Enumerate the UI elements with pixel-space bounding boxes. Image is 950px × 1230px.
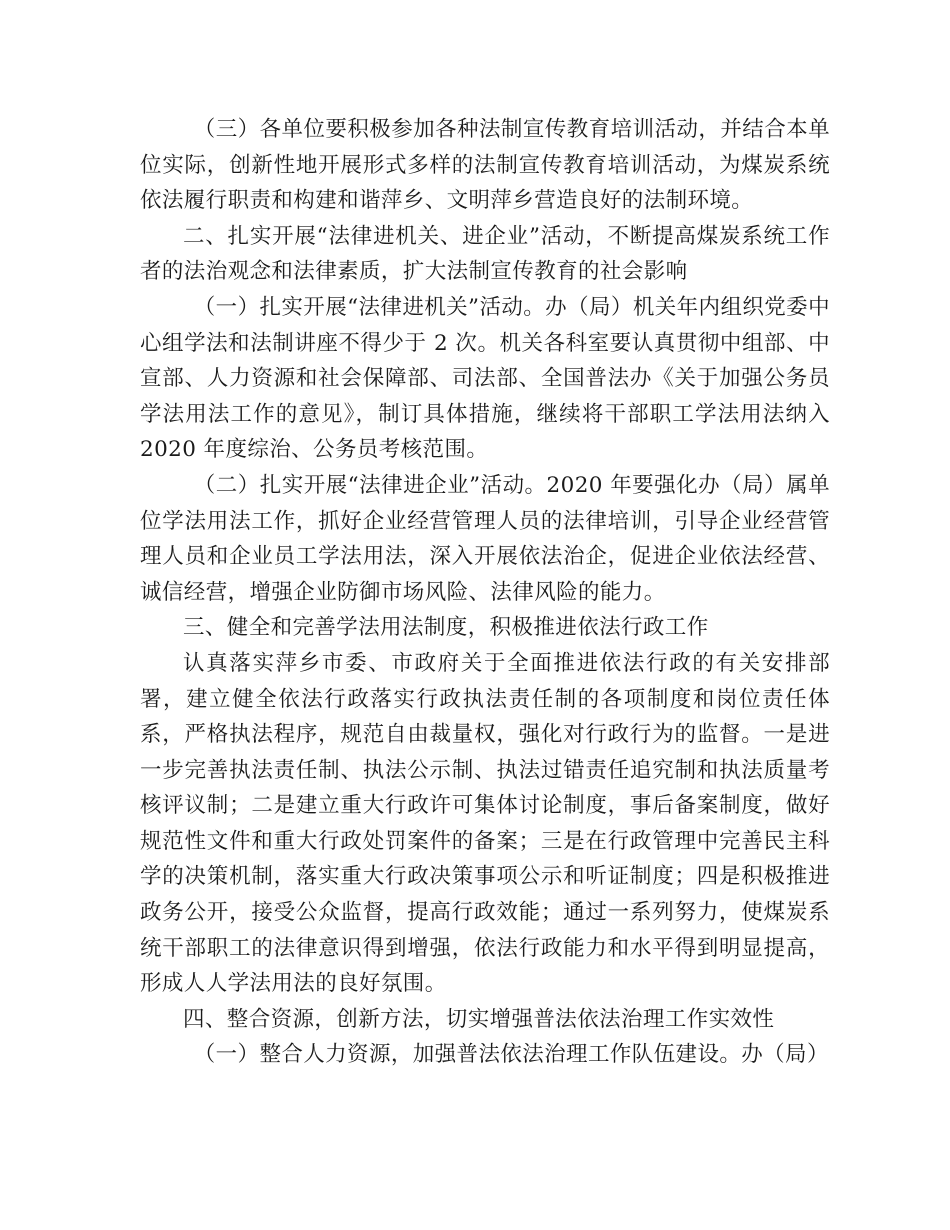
paragraph-item-3-training: （三）各单位要积极参加各种法制宣传教育培训活动，并结合本单位实际，创新性地开展形式多样的法制宣传教育培训活动，为煤炭系统依法履行职责和构建和谐萍乡、文明萍乡营造良好的法制环境。 [140, 117, 830, 214]
paragraph-law-into-enterprises: （二）扎实开展“法律进企业”活动。2020 年要强化办（局）属单位学法用法工作，抓好企业经营管理人员的法律培训，引导企业经营管理人员和企业员工学法用法，深入开展依法治企，促进企业依法经营、诚信经营，增强企业防御市场风险、法律风险的能力。 [140, 472, 830, 605]
document-page [140, 112, 830, 1073]
paragraph-law-into-organs: （一）扎实开展“法律进机关”活动。办（局）机关年内组织党委中心组学法和法制讲座不得少于 2 次。机关各科室要认真贯彻中组部、中宣部、人力资源和社会保障部、司法部、全国普法办《关于加强公务员学法用法工作的意见》，制订具体措施，继续将干部职工学法用法纳入 2020 年度综治、公务员考核范围。 [140, 294, 830, 463]
paragraph-administration-by-law: 认真落实萍乡市委、市政府关于全面推进依法行政的有关安排部署，建立健全依法行政落实行政执法责任制的各项制度和岗位责任体系，严格执法程序，规范自由裁量权，强化对行政行为的监督。一是进一步完善执法责任制、执法公示制、执法过错责任追究制和执法质量考核评议制；二是建立重大行政许可集体讨论制度，事后备案制度，做好规范性文件和重大行政处罚案件的备案；三是在行政管理中完善民主科学的决策机制，落实重大行政决策事项公示和听证制度；四是积极推进政务公开，接受公众监督，提高行政效能；通过一系列努力，使煤炭系统干部职工的法律意识得到增强，依法行政能力和水平得到明显提高，形成人人学法用法的良好氛围。 [140, 650, 830, 997]
section-heading-3: 三、健全和完善学法用法制度，积极推进依法行政工作 [183, 615, 709, 641]
section-heading-4: 四、整合资源，创新方法，切实增强普法依法治理工作实效性 [183, 1006, 775, 1032]
section-heading-2: 二、扎实开展“法律进机关、进企业”活动，不断提高煤炭系统工作者的法治观念和法律素质，扩大法制宣传教育的社会影响 [140, 223, 830, 285]
paragraph-human-resources: （一）整合人力资源，加强普法依法治理工作队伍建设。办（局） [193, 1042, 829, 1068]
